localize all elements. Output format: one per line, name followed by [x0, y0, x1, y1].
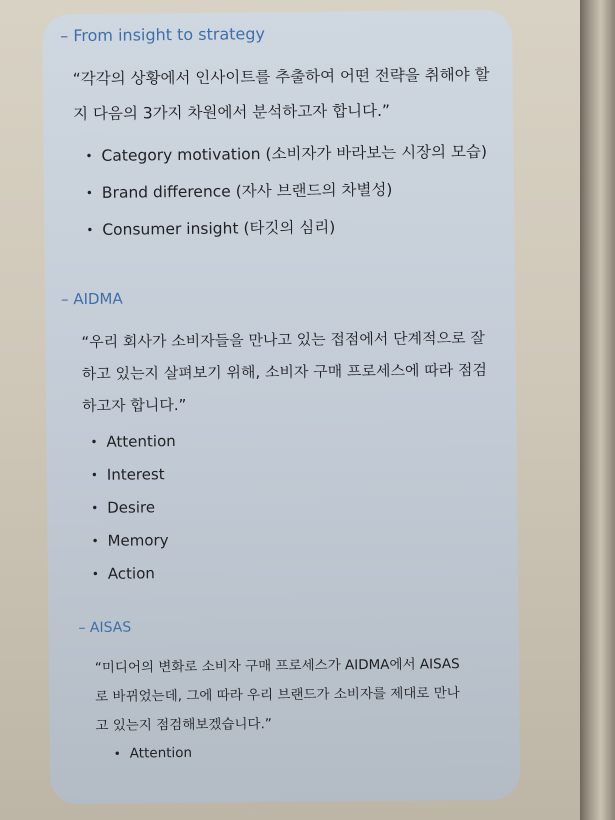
book-page-edge — [580, 0, 615, 820]
quote-line: 로 바뀌었는데, 그에 따라 우리 브랜드가 소비자를 제대로 만나 — [95, 685, 460, 705]
quote-line: 하고 있는지 살펴보기 위해, 소비자 구매 프로세스에 따라 점검 — [81, 360, 488, 384]
bullet-list-aidma — [90, 423, 392, 591]
bullet-list-insight — [85, 134, 506, 249]
quote-line: “우리 회사가 소비자들을 만나고 있는 접점에서 단계적으로 잘 — [81, 328, 485, 352]
section-heading-aidma: – AIDMA — [60, 289, 123, 309]
bullet-item: • Attention — [90, 423, 390, 459]
bullet-item: • Category motivation (소비자가 바라보는 시장의 모습) — [85, 134, 505, 175]
section-quote-aidma — [81, 322, 512, 422]
bullet-item: • Consumer insight (타깃의 심리) — [86, 208, 506, 249]
quote-line: “각각의 상황에서 인사이트를 추출하여 어떤 전략을 취해야 할 — [72, 65, 490, 89]
section-quote-insight — [73, 58, 514, 133]
bullet-item: • Brand difference (자사 브랜드의 차별성) — [86, 171, 506, 212]
section-heading-insight: – From insight to strategy — [60, 24, 266, 46]
bullet-item: • Memory — [91, 522, 391, 558]
quote-line: 하고자 합니다.” — [82, 395, 187, 416]
content-card — [42, 10, 520, 805]
bullet-list-aisas — [114, 736, 314, 771]
quote-line: 고 있는지 점검해보겠습니다.” — [95, 716, 272, 734]
section-heading-aisas: – AISAS — [78, 619, 132, 637]
bullet-item: • Attention — [114, 736, 314, 771]
quote-line: “미디어의 변화로 소비자 구매 프로세스가 AIDMA에서 AISAS — [94, 656, 460, 676]
bullet-item: • Desire — [91, 489, 391, 525]
bullet-item: • Action — [92, 555, 392, 591]
bullet-item: • Interest — [91, 456, 391, 492]
quote-line: 지 다음의 3가지 차원에서 분석하고자 합니다.” — [72, 101, 391, 124]
section-quote-aisas — [95, 650, 516, 741]
